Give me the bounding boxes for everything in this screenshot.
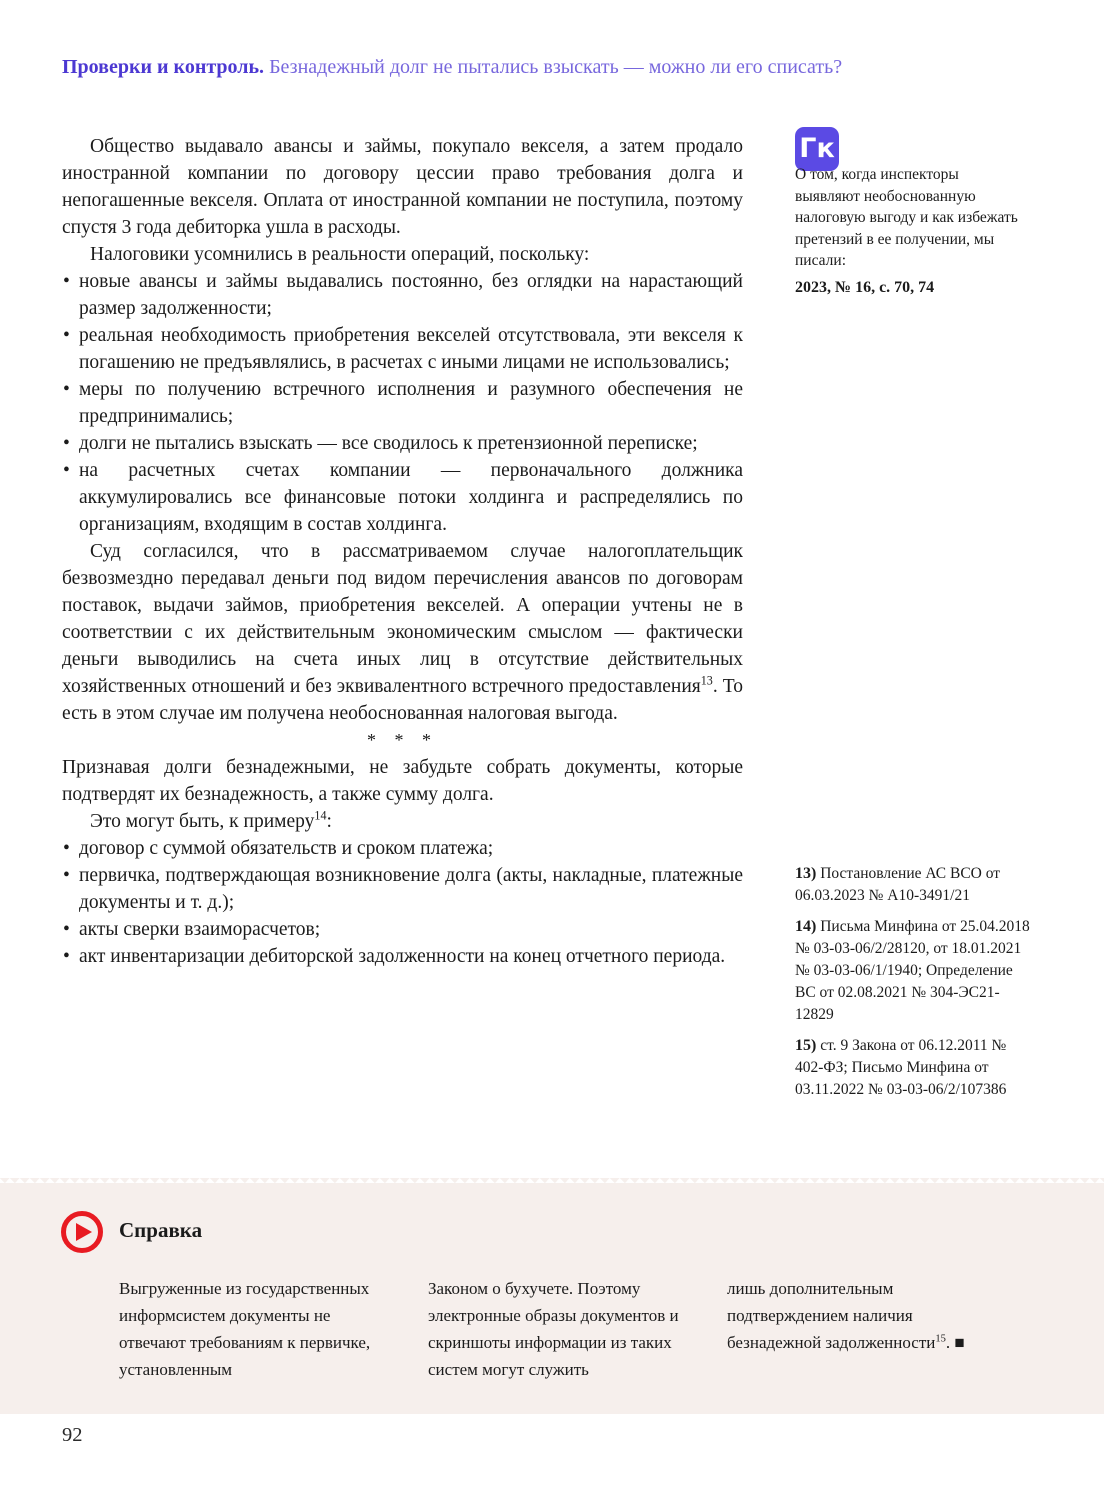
bullet-item: • акт инвентаризации дебиторской задолженности на конец отчетного периода. [62,943,743,970]
spravka-column-1: Выгруженные из государственных информсистем документы не отвечают требованиям к первичке, установленным [119,1279,371,1379]
article-header [62,55,1042,79]
bullet-list-documents [62,835,743,970]
sidebar-note [795,164,1027,298]
bullet-item: • на расчетных счетах компании — первоначального должника аккумулировались все финансовые потоки холдинга и распределялись по организациям, входящим в состав холдинга. [62,457,743,538]
footnote-14 [795,916,1033,1026]
page-number: 92 [62,1424,83,1446]
paragraph-examples-lead [62,808,743,835]
bullet-item: • долги не пытались взыскать — все сводилось к претензионной переписке; [62,430,743,457]
paragraph-court-tail: . То есть в этом случае им получена необоснованная налоговая выгода. [62,676,744,724]
paragraph-examples-text: Это могут быть, к примеру [90,811,315,832]
sidebar-note-text: О том, когда инспекторы выявляют необоснованную налоговую выгоду и как избежать претензий в ее получении, мы писали: [795,166,1018,269]
spravka-column-3-text: лишь дополнительным подтверждением наличия безнадежной задолженности [727,1279,936,1352]
paragraph-court-text: Суд согласился, что в рассматриваемом случае налогоплательщик безвозмездно передавал деньги под видом перечисления авансов по договорам поставок, выдачи займов, приобретения векселей. А операции учтены не в соответствии с их действительным экономическим смыслом — фактически деньги выводились на счета иных лиц в отсутствие действительных хозяйственных отношений и без эквивалентного встречного предоставления [62,541,743,697]
paragraph-examples-tail: : [326,811,332,832]
paragraph-advice: Признавая долги безнадежными, не забудьте собрать документы, которые подтвердят их безнадежность, а также сумму долга. [62,757,743,805]
bullet-item: • акты сверки взаиморасчетов; [62,916,743,943]
bullet-item: • новые авансы и займы выдавались постоянно, без оглядки на нарастающий размер задолженности; [62,268,743,322]
main-column [62,133,743,970]
footnote-text: ст. 9 Закона от 06.12.2011 № 402-ФЗ; Письмо Минфина от 03.11.2022 № 03-03-06/2/107386 [795,1037,1007,1098]
footnote-number: 13) [795,865,817,882]
bullet-item: • реальная необходимость приобретения векселей отсутствовала, эти векселя к погашению не предъявлялись, в расчетах с иными лицами не использовались; [62,322,743,376]
bullet-item: • первичка, подтверждающая возникновение долга (акты, накладные, платежные документы и т. д.); [62,862,743,916]
play-icon [61,1211,103,1253]
bullet-list-evidence [62,268,743,538]
article-end-marker: . ■ [945,1333,965,1352]
paragraph-intro: Общество выдавало авансы и займы, покупало векселя, а затем продало иностранной компании по договору цессии право требования долга и непогашенные векселя. Оплата от иностранной компании не поступила, поэтому спустя 3 года дебиторка ушла в расходы. [62,136,743,238]
footnote-text: Постановление АС ВСО от 06.03.2023 № А10-3491/21 [795,865,1001,904]
footnote-number: 14) [795,918,817,935]
rubric-label: Проверки и контроль. [62,56,265,78]
spravka-title: Справка [119,1218,203,1242]
footnote-15 [795,1035,1033,1101]
spravka-column-2: Законом о бухучете. Поэтому электронные образы документов и скриншоты информации из таких систем могут служить [428,1279,679,1379]
footnote-ref-13: 13 [700,673,713,688]
bullet-item: • меры по получению встречного исполнения и разумного обеспечения не предпринимались; [62,376,743,430]
footnote-text: Письма Минфина от 25.04.2018 № 03-03-06/2/28120, от 18.01.2021 № 03-03-06/1/1940; Определение ВС от 02.08.2021 № 304-ЭС21-12829 [795,918,1030,1023]
footnote-ref-15: 15 [935,1333,946,1345]
footnote-number: 15) [795,1037,817,1054]
article-title: Безнадежный долг не пытались взыскать — можно ли его списать? [269,56,843,78]
bullet-item: • договор с суммой обязательств и сроком платежа; [62,835,743,862]
spravka-section [0,1183,1104,1414]
glavkniga-logo-icon: Гк [795,127,839,171]
paragraph-court [62,538,743,727]
spravka-column-3 [727,1275,979,1356]
footnote-ref-14: 14 [314,808,327,823]
asterisk-separator: * * * [367,730,438,750]
paragraph-taxmen: Налоговики усомнились в реальности операций, поскольку: [90,244,590,265]
footnote-13 [795,863,1033,907]
footnotes-block [795,863,1033,1110]
sidebar-note-reference: 2023, № 16, с. 70, 74 [795,278,935,296]
